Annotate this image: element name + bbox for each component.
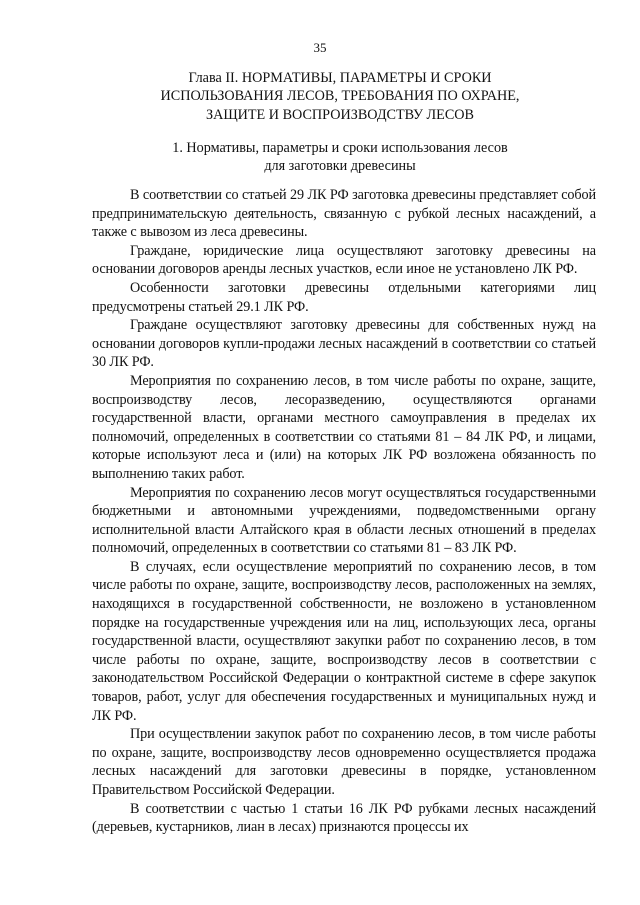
chapter-title-line: Глава II. НОРМАТИВЫ, ПАРАМЕТРЫ И СРОКИ (188, 70, 492, 86)
section-title-line: для заготовки древесины (264, 158, 416, 175)
paragraph: Особенности заготовки древесины отдельными категориями лиц предусмотрены статьей 29.1 ЛК РФ. (92, 279, 596, 315)
paragraph: Мероприятия по сохранению лесов могут осуществляться государственными бюджетными и автономными учреждениями, подведомственными органу исполнительной власти Алтайского края в области лесных отношений в пределах полномочий, определенных в соответствии со статьями 81 – 83 ЛК РФ. (92, 484, 596, 557)
paragraph: Мероприятия по сохранению лесов, в том числе работы по охране, защите, воспроизводству лесов, лесоразведению, осуществляются органами государственной власти, органами местного самоуправления в пределах их полномочий, определенных в соответствии со статьями 81 – 84 ЛК РФ, и лицами, которые используют леса и (или) на которых ЛК РФ возложена обязанность по выполнению таких работ. (92, 372, 596, 482)
section-title (100, 139, 580, 176)
paragraph: Граждане осуществляют заготовку древесины для собственных нужд на основании договоров купли-продажи лесных насаждений в соответствии со статьей 30 ЛК РФ. (92, 317, 596, 371)
paragraph: При осуществлении закупок работ по сохранению лесов, в том числе работы по охране, защите, воспроизводству лесов одновременно осуществляется продажа лесных насаждений для заготовки древесины в порядке, установленном Правительством Российской Федерации. (92, 726, 596, 798)
chapter-title (100, 69, 580, 124)
paragraph: В соответствии со статьей 29 ЛК РФ заготовка древесины представляет собой предпринимательскую деятельность, связанную с рубкой лесных насаждений, а также с вывозом из леса древесины. (92, 187, 596, 241)
paragraph: Граждане, юридические лица осуществляют заготовку древесины на основании договоров аренды лесных участков, если иное не установлено ЛК РФ. (92, 242, 596, 278)
document-body (92, 186, 596, 837)
paragraph: В соответствии с частью 1 статьи 16 ЛК РФ рубками лесных насаждений (деревьев, кустарников, лиан в лесах) признаются процессы их (92, 800, 596, 836)
page-number: 35 (313, 40, 327, 55)
paragraph: В случаях, если осуществление мероприятий по сохранению лесов, в том числе работы по охране, защите, воспроизводству лесов, расположенных на землях, находящихся в государственной собственности, не возложено в установленном порядке на государственные учреждения или на лиц, использующих леса, органы государственной власти, осуществляют закупки работ по сохранению лесов, в том числе работы по охране, защите, воспроизводству лесов в соответствии с законодательством Российской Федерации о контрактной системе в сфере закупок товаров, работ, услуг для обеспечения государственных и муниципальных нужд и ЛК РФ. (92, 558, 596, 724)
chapter-title-line: ЗАЩИТЕ И ВОСПРОИЗВОДСТВУ ЛЕСОВ (205, 106, 474, 123)
chapter-title-line: ИСПОЛЬЗОВАНИЯ ЛЕСОВ, ТРЕБОВАНИЯ ПО ОХРАНЕ, (160, 88, 520, 105)
section-title-line: 1. Нормативы, параметры и сроки использования лесов (172, 140, 508, 156)
